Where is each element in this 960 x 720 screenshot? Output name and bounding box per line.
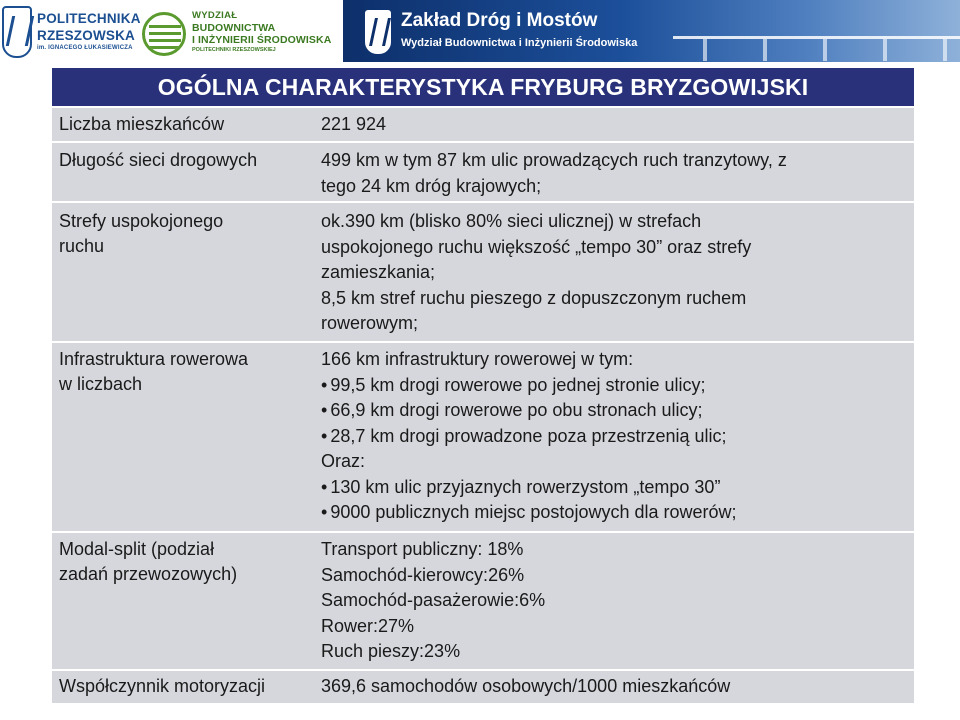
row-label xyxy=(59,209,314,259)
wbis-logo-text xyxy=(192,10,342,54)
row-value-bullet-line: • 28,7 km drogi prowadzone poza przestrzenią ulic; xyxy=(321,424,911,450)
table-row-cycling-infrastructure xyxy=(52,343,914,531)
row-value-line: Transport publiczny: 18% xyxy=(321,539,524,559)
table-row-traffic-calming xyxy=(52,203,914,341)
row-label-line: w liczbach xyxy=(59,374,143,394)
banner-subtitle: Wydział Budownictwa i Inżynierii Środowiska xyxy=(401,37,638,49)
row-label xyxy=(59,347,314,397)
row-value-line: 221 924 xyxy=(321,114,387,134)
row-value-line: ok.390 km (blisko 80% sieci ulicznej) w strefach xyxy=(321,211,702,231)
row-value-line: uspokojonego ruchu większość „tempo 30” oraz strefy xyxy=(321,236,752,257)
row-label-line: Liczba mieszkańców xyxy=(59,114,225,134)
banner-title: Zakład Dróg i Mostów xyxy=(401,10,598,31)
row-value-line: tego 24 km dróg krajowych; xyxy=(321,175,542,196)
wbis-logo-line2: BUDOWNICTWA xyxy=(192,22,276,34)
wbis-logo-line1: WYDZIAŁ xyxy=(192,10,238,21)
header xyxy=(0,0,960,62)
row-label-line: Infrastruktura rowerowa xyxy=(59,349,249,369)
prz-logo-line2: RZESZOWSKA xyxy=(37,28,135,43)
table-row-population xyxy=(52,108,914,141)
row-value xyxy=(321,347,911,526)
row-value xyxy=(321,537,911,665)
row-label-line: Strefy uspokojonego xyxy=(59,211,224,231)
wbis-logo-line4: POLITECHNIKI RZESZOWSKIEJ xyxy=(192,47,276,53)
row-value-line: 8,5 km stref ruchu pieszego z dopuszczonym ruchem xyxy=(321,287,747,308)
row-value-line: rowerowym; xyxy=(321,313,419,333)
wbis-emblem-icon xyxy=(142,12,186,56)
row-label xyxy=(59,674,314,699)
row-label-line: zadań przewozowych) xyxy=(59,564,238,584)
row-value xyxy=(321,148,911,199)
banner-shield-icon xyxy=(365,10,391,54)
row-value-line: Samochód-kierowcy:26% xyxy=(321,564,525,585)
bridge-icon xyxy=(673,30,960,62)
prz-logo-text xyxy=(37,10,141,52)
row-value-bullet-line: • 99,5 km drogi rowerowe po jednej stronie ulicy; xyxy=(321,373,911,399)
row-label-line: Długość sieci drogowych xyxy=(59,150,258,170)
row-value xyxy=(321,209,911,337)
row-value-line: Ruch pieszy:23% xyxy=(321,641,461,661)
table-row-modal-split xyxy=(52,533,914,669)
wbis-logo xyxy=(140,8,340,60)
wbis-logo-line3: I INŻYNIERII ŚRODOWISKA xyxy=(192,34,332,46)
row-value-line: Rower:27% xyxy=(321,615,415,636)
row-value-line: 369,6 samochodów osobowych/1000 mieszkańców xyxy=(321,676,731,696)
table-row-road-network xyxy=(52,143,914,201)
table-row-motorization-rate xyxy=(52,671,914,703)
row-value-line: 166 km infrastruktury rowerowej w tym: xyxy=(321,349,634,369)
row-value-line: 499 km w tym 87 km ulic prowadzących ruch tranzytowy, z xyxy=(321,150,787,170)
row-value-line: zamieszkania; xyxy=(321,262,436,282)
prz-logo-line3: im. IGNACEGO ŁUKASIEWICZA xyxy=(37,45,133,51)
row-label xyxy=(59,112,314,137)
row-value-bullet-line: • 9000 publicznych miejsc postojowych dla rowerów; xyxy=(321,500,911,526)
department-banner xyxy=(343,0,960,62)
row-value xyxy=(321,674,911,700)
row-label xyxy=(59,537,314,587)
prz-logo-line1: POLITECHNIKA xyxy=(37,11,141,26)
row-label xyxy=(59,148,314,173)
row-label-line: Modal-split (podział xyxy=(59,539,215,559)
prz-shield-icon xyxy=(2,6,32,58)
prz-logo xyxy=(2,4,141,60)
row-label-line: ruchu xyxy=(59,236,105,256)
row-value-line: Oraz: xyxy=(321,451,366,471)
row-value-bullet-line: • 66,9 km drogi rowerowe po obu stronach ulicy; xyxy=(321,398,911,424)
slide-title: OGÓLNA CHARAKTERYSTYKA FRYBURG BRYZGOWIJSKI xyxy=(52,68,914,106)
row-value xyxy=(321,112,911,138)
row-label-line: Współczynnik motoryzacji xyxy=(59,676,266,696)
row-value-bullet-line: • 130 km ulic przyjaznych rowerzystom „tempo 30” xyxy=(321,475,911,501)
row-value-line: Samochód-pasażerowie:6% xyxy=(321,590,546,610)
